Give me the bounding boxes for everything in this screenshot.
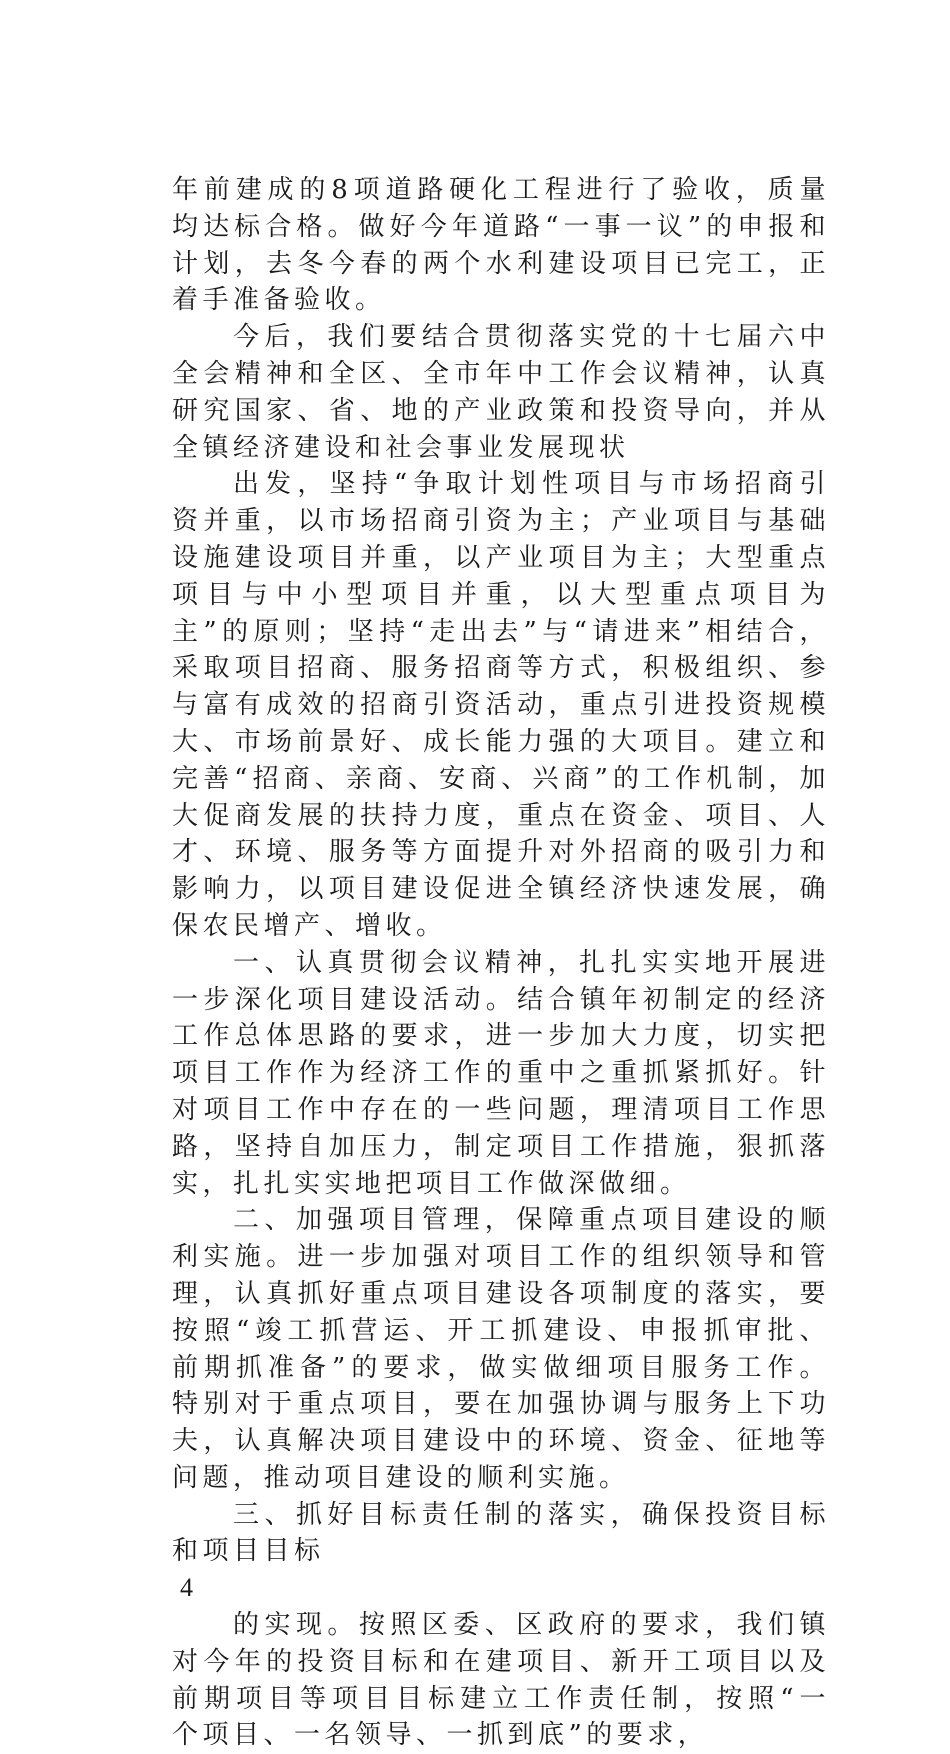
document-body — [172, 172, 830, 1754]
paragraph: 的实现。按照区委、区政府的要求，我们镇对今年的投资目标和在建项目、新开工项目以及前期项目等项目目标建立工作责任制，按照“一个项目、一名领导、一抓到底”的要求， — [172, 1610, 830, 1751]
paragraph: 一、认真贯彻会议精神，扎扎实实地开展进一步深化项目建设活动。结合镇年初制定的经济工作总体思路的要求，进一步加大力度，切实把项目工作作为经济工作的重中之重抓紧抓好。针对项目工作中存在的一些问题，理清项目工作思路，坚持自加压力，制定项目工作措施，狠抓落实，扎扎实实地把项目工作做深做细。 — [172, 947, 830, 1199]
paragraph: 出发，坚持“争取计划性项目与市场招商引资并重，以市场招商引资为主；产业项目与基础设施建设项目并重，以产业项目为主；大型重点项目与中小型项目并重，以大型重点项目为主”的原则；坚持“走出去”与“请进来”相结合，采取项目招商、服务招商等方式，积极组织、参与富有成效的招商引资活动，重点引进投资规模大、市场前景好、成长能力强的大项目。建立和完善“招商、亲商、安商、兴商”的工作机制，加大促商发展的扶持力度，重点在资金、项目、人才、环境、服务等方面提升对外招商的吸引力和影响力，以项目建设促进全镇经济快速发展，确保农民增产、增收。 — [172, 469, 830, 941]
paragraph: 年前建成的8项道路硬化工程进行了验收，质量均达标合格。做好今年道路“一事一议”的申报和计划，去冬今春的两个水利建设项目已完工，正着手准备验收。 — [172, 175, 830, 316]
paragraph: 三、抓好目标责任制的落实，确保投资目标和项目目标 — [172, 1499, 830, 1567]
paragraph: 今后，我们要结合贯彻落实党的十七届六中全会精神和全区、全市年中工作会议精神，认真研究国家、省、地的产业政策和投资导向，并从全镇经济建设和社会事业发展现状 — [172, 322, 830, 463]
page-number: 4 — [180, 1573, 193, 1603]
paragraph: 二、加强项目管理，保障重点项目建设的顺利实施。进一步加强对项目工作的组织领导和管理，认真抓好重点项目建设各项制度的落实，要按照“竣工抓营运、开工抓建设、申报抓审批、前期抓准备”的要求，做实做细项目服务工作。特别对于重点项目，要在加强协调与服务上下功夫，认真解决项目建设中的环境、资金、征地等问题，推动项目建设的顺利实施。 — [172, 1205, 830, 1493]
